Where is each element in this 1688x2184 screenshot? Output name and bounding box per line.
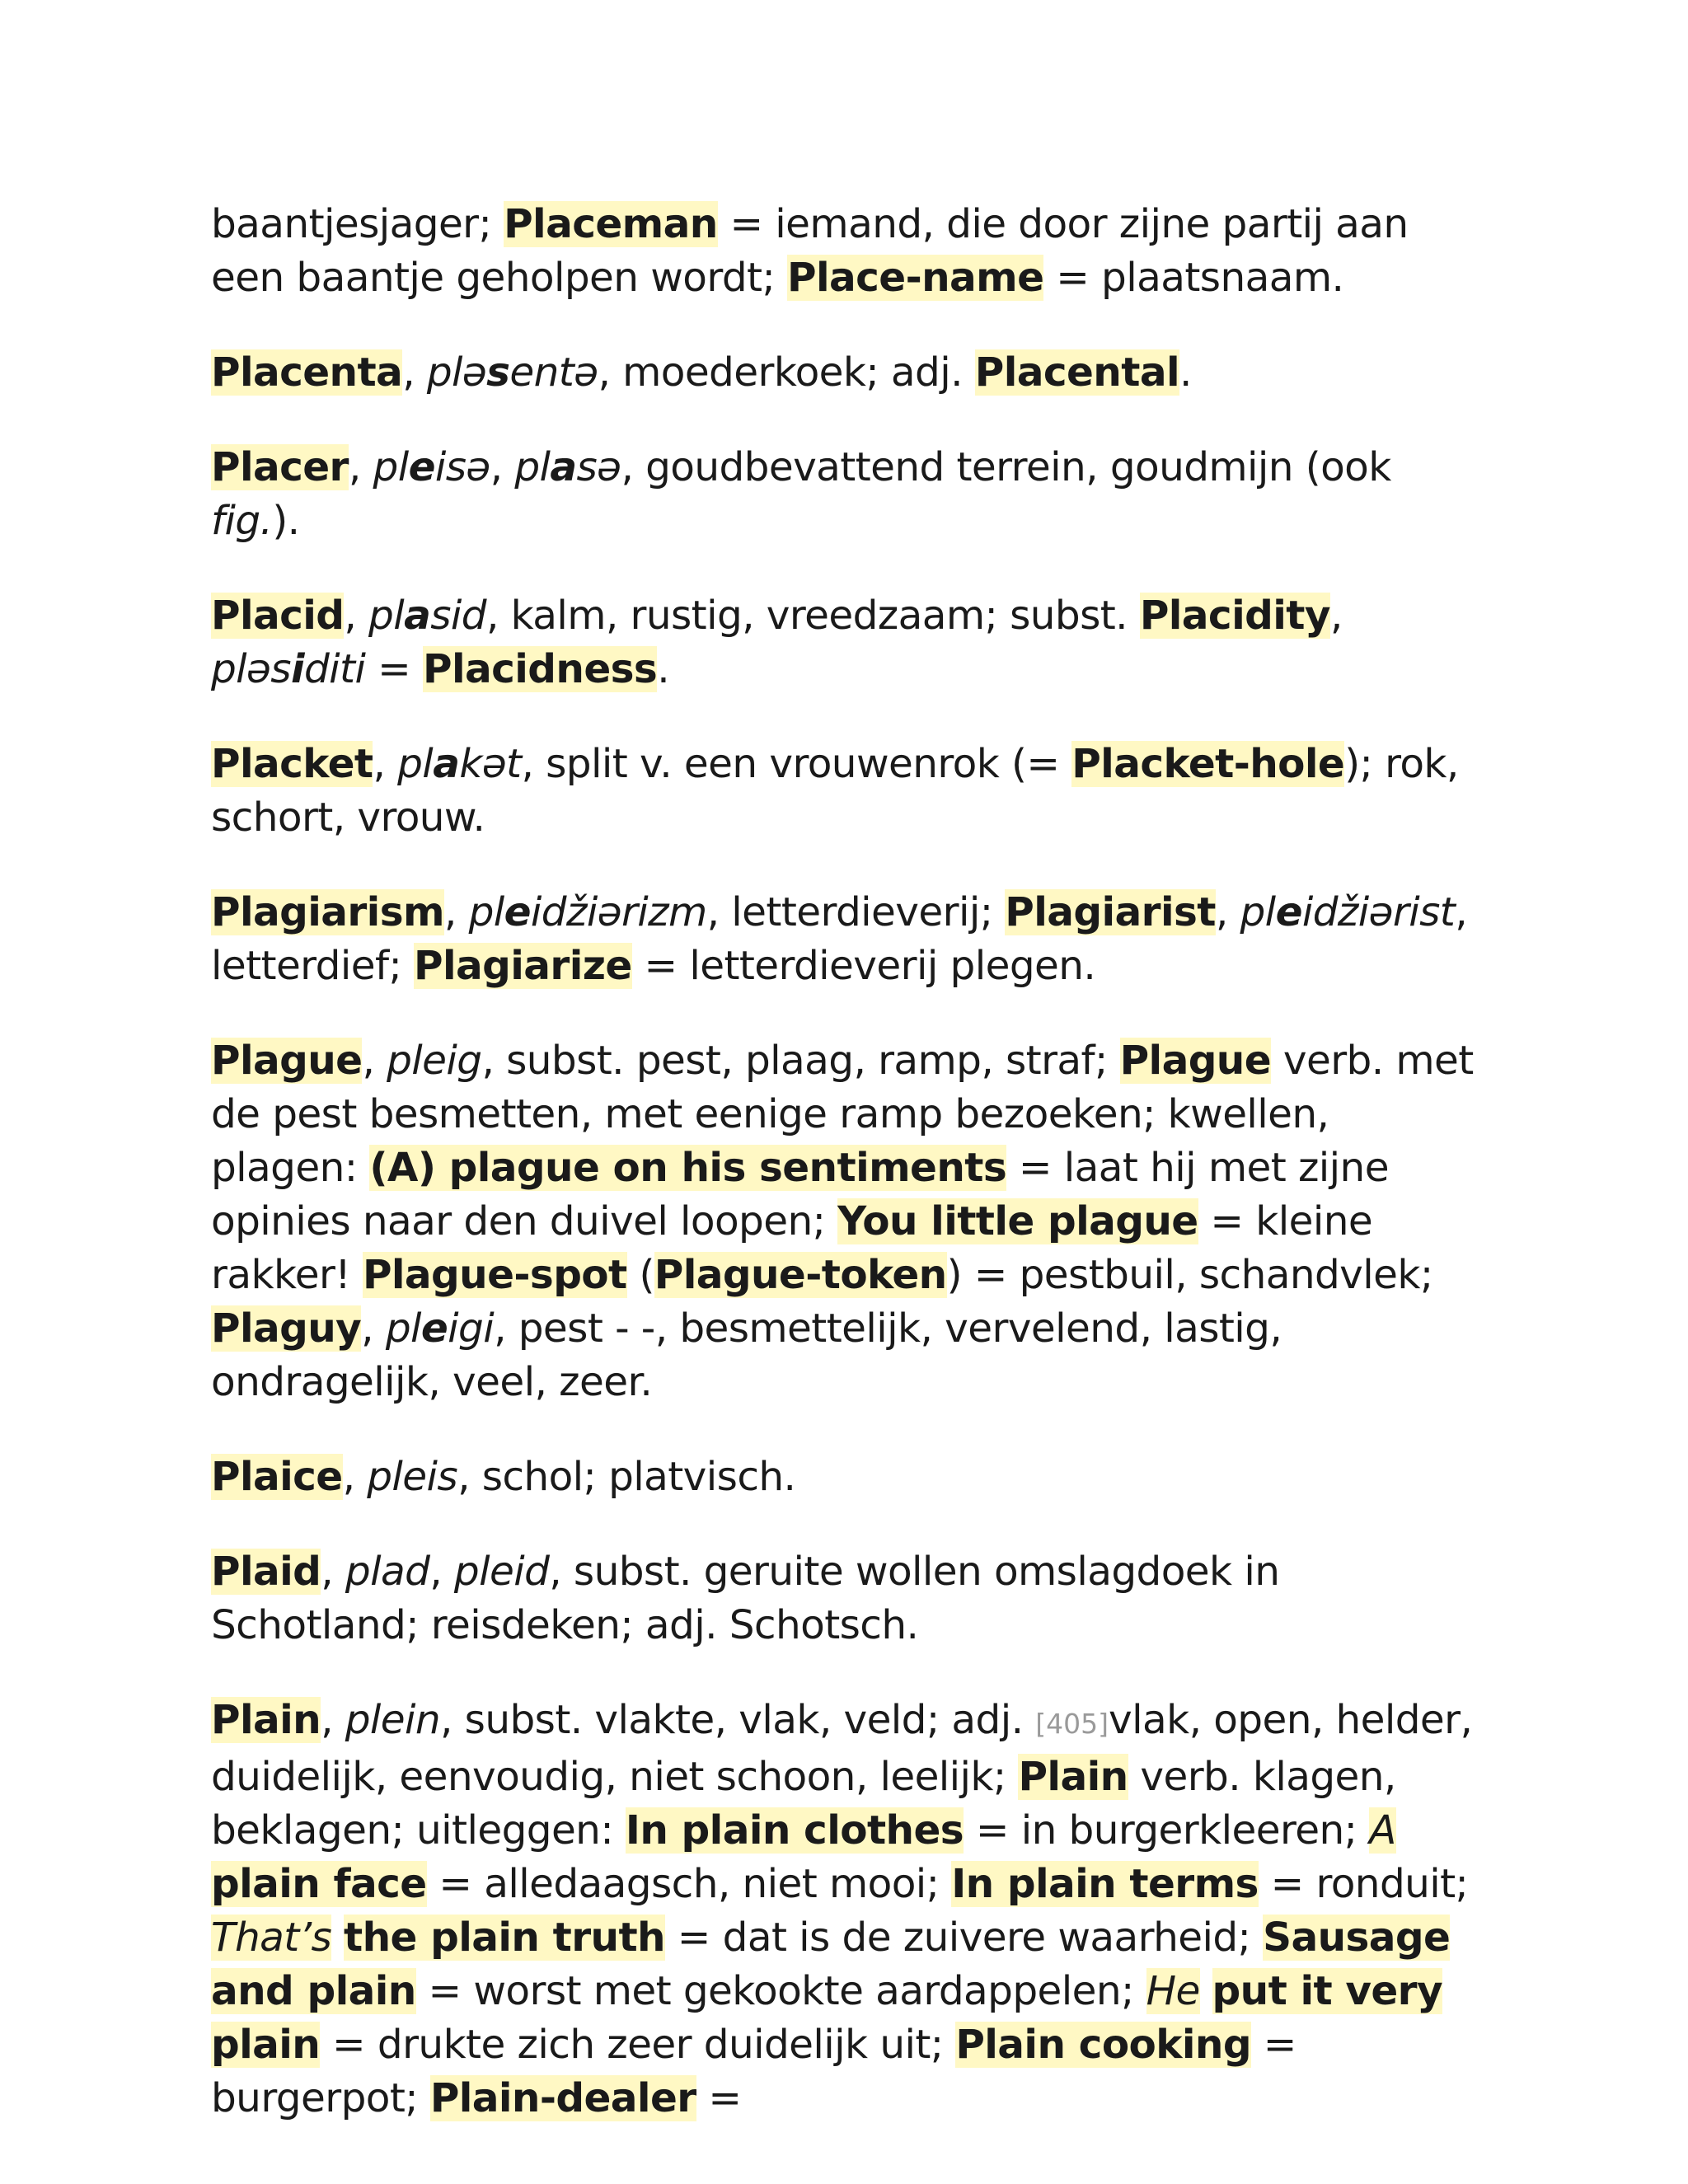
entry-text: = laat hij met zijne opinies naar den duivel loopen; — [211, 1145, 1389, 1244]
headword: Plain — [211, 1697, 321, 1743]
pronunciation: pleig — [387, 1038, 482, 1084]
pronunciation: plasid — [368, 593, 486, 639]
entry-text: = dat is de zuivere waarheid; — [664, 1915, 1264, 1961]
entry-text: , — [490, 444, 515, 490]
entry-text: = burgerpot; — [211, 2022, 1296, 2121]
entry-text: , split v. een vrouwenrok (= — [521, 741, 1072, 787]
pronunciation: pləsentə — [426, 349, 598, 396]
entry-text: = — [696, 2075, 742, 2121]
entry-text: = — [365, 646, 424, 692]
entry-text: , — [342, 1454, 368, 1500]
entry-text: ( — [626, 1252, 654, 1298]
pronunciation: pleisə — [373, 444, 490, 490]
entry-text: = letterdieverij plegen. — [631, 943, 1096, 989]
headword: (A) plague on his sentiments — [369, 1145, 1007, 1191]
headword: Placket — [211, 741, 373, 787]
entry-text: = plaatsnaam. — [1043, 255, 1344, 301]
entry-text: , — [429, 1549, 454, 1595]
entry-plagiarism — [211, 886, 1480, 993]
entry-text: , — [321, 1549, 345, 1595]
entry-text: , subst. pest, plaag, ramp, straf; — [481, 1038, 1120, 1084]
entry-text: = drukte zich zeer duidelijk uit; — [320, 2022, 956, 2068]
entry-text: vlak, open, helder, duidelijk, eenvoudig, niet schoon, leelijk; — [211, 1697, 1473, 1800]
entry-placket — [211, 738, 1480, 845]
headword: Plague-spot — [362, 1252, 627, 1298]
entry-text — [1200, 1968, 1212, 2014]
headword: Placental — [974, 349, 1179, 396]
entry-text: , — [344, 593, 369, 639]
entry-text: , — [402, 349, 427, 396]
headword: You little plague — [837, 1198, 1198, 1244]
entry-text: , — [443, 889, 469, 935]
pronunciation: plad — [345, 1549, 430, 1595]
headword: put it very plain — [211, 1968, 1442, 2068]
pronunciation: pləsiditi — [211, 646, 366, 692]
headword: Plagiarism — [211, 889, 444, 935]
headword: Placid — [211, 593, 345, 639]
headword: Plain cooking — [955, 2022, 1251, 2068]
headword: In plain terms — [951, 1861, 1259, 1907]
entry-text: , — [348, 444, 373, 490]
entry-plaice — [211, 1451, 1480, 1504]
headword: Placidity — [1139, 593, 1330, 639]
entry-text: , schol; platvisch. — [457, 1454, 796, 1500]
entry-text: . — [1179, 349, 1192, 396]
headword: Place-name — [787, 255, 1044, 301]
pronunciation: pleid — [453, 1549, 550, 1595]
pronunciation: pleigi — [385, 1305, 495, 1352]
pronunciation: plakət — [397, 741, 522, 787]
pronunciation: plein — [345, 1697, 441, 1743]
entry-text: , letterdieverij; — [706, 889, 1006, 935]
entry-text: . — [657, 646, 670, 692]
headword-italic: A — [1369, 1807, 1396, 1854]
headword: Plague-token — [654, 1252, 947, 1298]
headword: Placeman — [504, 201, 718, 247]
headword: Placenta — [211, 349, 403, 396]
headword: Placidness — [423, 646, 658, 692]
headword: the plain truth — [344, 1915, 665, 1961]
entry-text: ); rok, schort, vrouw. — [211, 741, 1459, 841]
headword: Plaid — [211, 1549, 321, 1595]
headword: Plagiarize — [414, 943, 632, 989]
headword: Plagiarist — [1005, 889, 1216, 935]
entry-text: , — [362, 1038, 387, 1084]
entry-text: ). — [272, 498, 300, 544]
entry-text: , — [373, 741, 398, 787]
headword-italic: He — [1146, 1968, 1200, 2014]
entry-text: = iemand, die door zijne partij aan een baantje geholpen wordt; — [211, 201, 1409, 301]
pronunciation: pleis — [367, 1454, 458, 1500]
headword: Plague — [1119, 1038, 1272, 1084]
entry-text: baantjesjager; — [211, 201, 504, 247]
headword-italic: That’s — [211, 1915, 332, 1961]
entry-placid — [211, 589, 1480, 696]
headword: Plain — [1018, 1754, 1128, 1800]
headword: plain face — [211, 1861, 427, 1907]
entry-place-cont — [211, 198, 1480, 305]
entry-text — [331, 1915, 344, 1961]
entry-text: = in burgerkleeren; — [964, 1807, 1370, 1854]
italic-text: fig. — [211, 498, 273, 544]
headword: Plaice — [211, 1454, 343, 1500]
pronunciation: pleidžiərizm — [468, 889, 707, 935]
entry-text: = ronduit; — [1258, 1861, 1469, 1907]
entry-text: verb. klagen, beklagen; uitleggen: — [211, 1754, 1396, 1854]
entry-plague — [211, 1034, 1480, 1409]
headword: Plain-dealer — [429, 2075, 696, 2121]
entry-placenta — [211, 346, 1480, 400]
entry-text: verb. met de pest besmetten, met eenige ramp bezoeken; kwellen, plagen: — [211, 1038, 1474, 1191]
dictionary-page — [211, 198, 1480, 2167]
page-number: [405] — [1035, 1708, 1109, 1740]
pronunciation: pleidžiərist — [1240, 889, 1456, 935]
entry-text: ) = pestbuil, schandvlek; — [946, 1252, 1433, 1298]
entry-text: , moederkoek; adj. — [598, 349, 975, 396]
entry-plain — [211, 1694, 1480, 2125]
entry-text: , letterdief; — [211, 889, 1468, 989]
entry-text: , goudbevattend terrein, goudmijn (ook — [621, 444, 1391, 490]
entry-text: , pest - -, besmettelijk, vervelend, lastig, ondragelijk, veel, zeer. — [211, 1305, 1282, 1405]
entry-text: , subst. vlakte, vlak, veld; adj. — [440, 1697, 1036, 1743]
entry-text: , kalm, rustig, vreedzaam; subst. — [485, 593, 1140, 639]
entry-text: , subst. geruite wollen omslagdoek in Schotland; reisdeken; adj. Schotsch. — [211, 1549, 1280, 1648]
entry-text: , — [1215, 889, 1240, 935]
headword: In plain clothes — [625, 1807, 964, 1854]
entry-text: , — [361, 1305, 386, 1352]
entry-text: = kleine rakker! — [211, 1198, 1373, 1298]
entry-text: = alledaagsch, niet mooi; — [426, 1861, 952, 1907]
headword: Plague — [211, 1038, 363, 1084]
entry-text: = worst met gekookte aardappelen; — [415, 1968, 1146, 2014]
pronunciation: plasə — [514, 444, 621, 490]
headword: Placer — [211, 444, 349, 490]
entry-text: , — [321, 1697, 345, 1743]
entry-placer — [211, 441, 1480, 548]
entry-text: , — [1329, 593, 1343, 639]
headword: Placket-hole — [1071, 741, 1345, 787]
entry-plaid — [211, 1545, 1480, 1652]
headword: Plaguy — [211, 1305, 362, 1352]
headword: Sausage and plain — [211, 1915, 1451, 2014]
